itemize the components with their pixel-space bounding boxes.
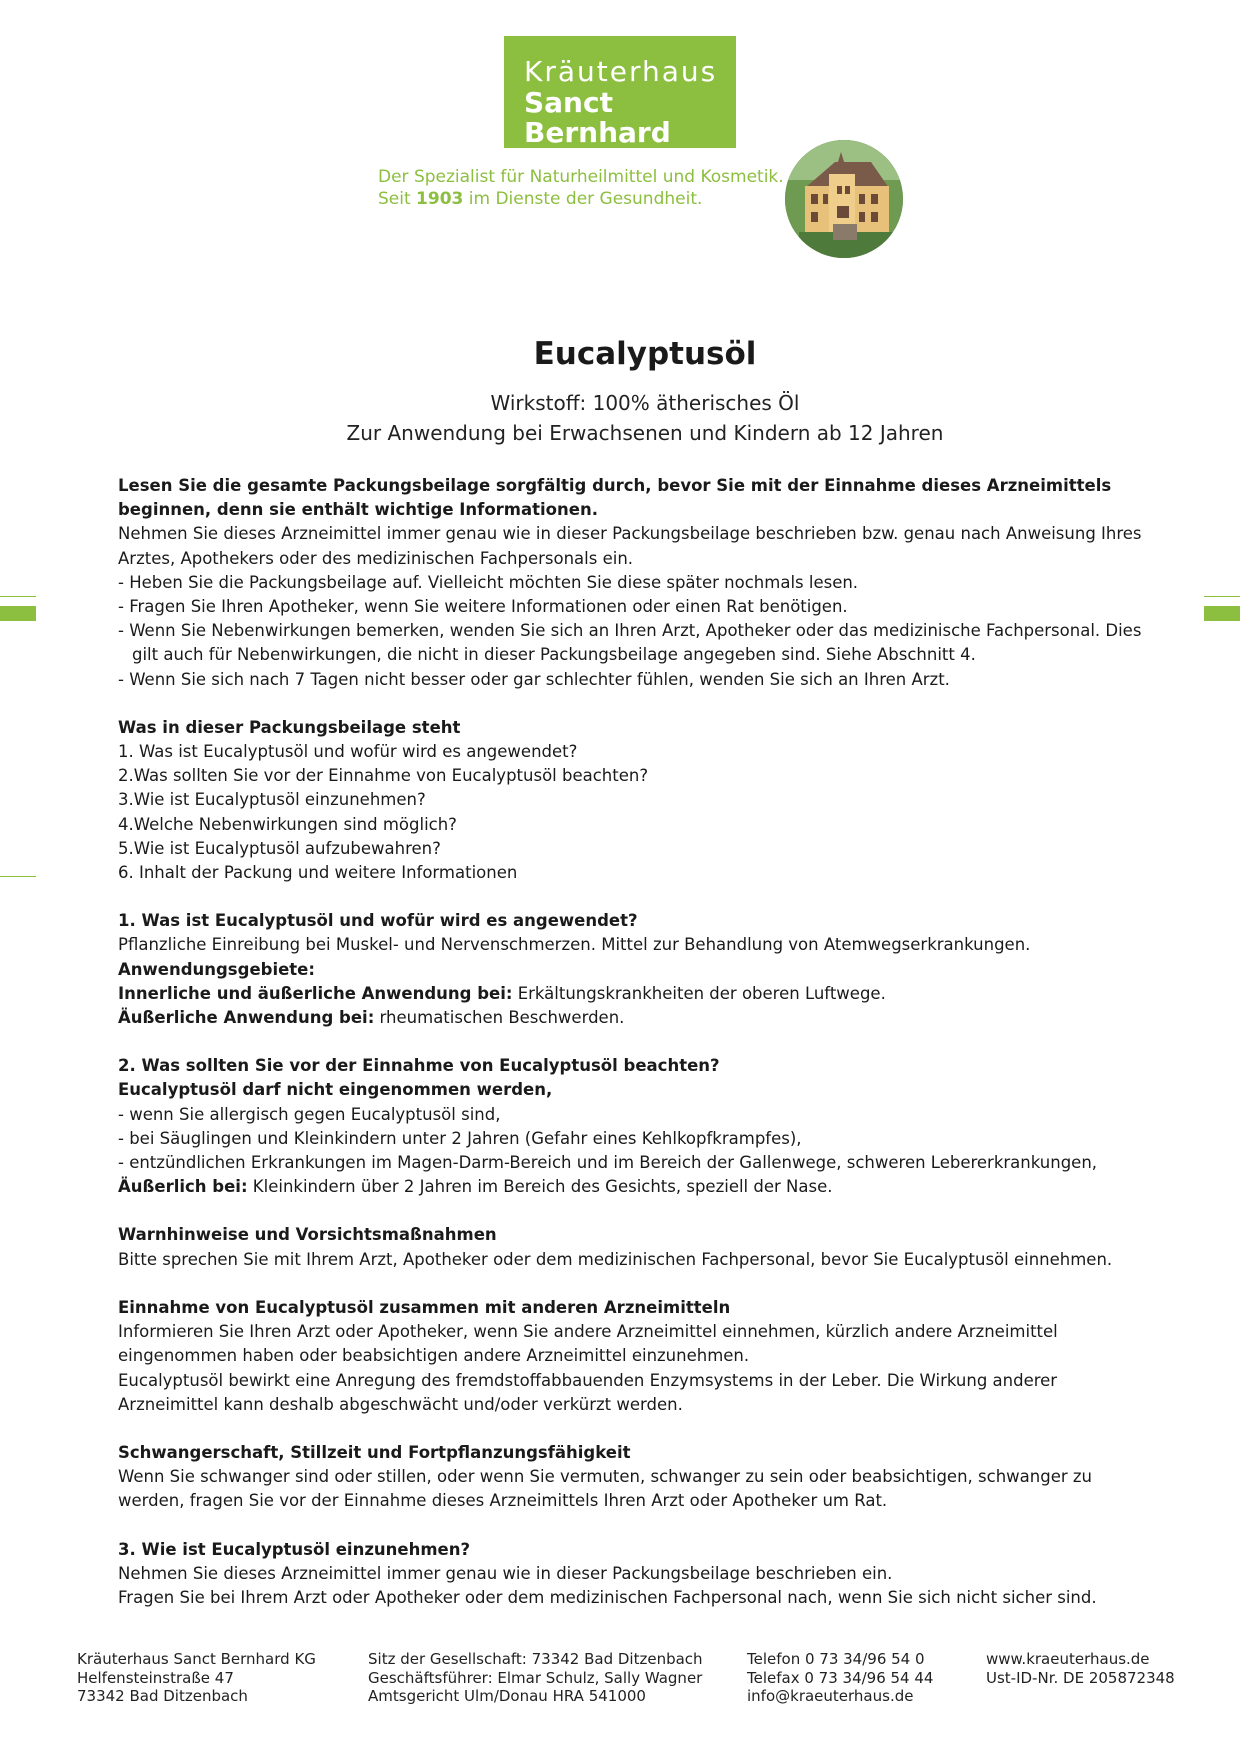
slogan-year: 1903	[416, 189, 464, 209]
intro-bold: Lesen Sie die gesamte Packungsbeilage sorgfältig durch, bevor Sie mit der Einnahme dieses Arzneimittels beginnen, denn sie enthält wichtige Informationen.	[118, 476, 1112, 520]
footer-line: Amtsgericht Ulm/Donau HRA 541000	[368, 1687, 646, 1705]
slogan-line1: Der Spezialist für Naturheilmittel und Kosmetik.	[378, 167, 784, 187]
interact-text: Informieren Sie Ihren Arzt oder Apotheker, wenn Sie andere Arzneimittel einnehmen, kürzlich andere Arzneimittel eingenommen haben oder beabsichtigen andere Arzneimittel einzunehmen.	[118, 1322, 1058, 1366]
external-text: Kleinkindern über 2 Jahren im Bereich des Gesichts, speziell der Nase.	[247, 1177, 833, 1197]
toc-item: 1. Was ist Eucalyptusöl und wofür wird es angewendet?	[118, 742, 578, 762]
section2-external	[118, 1175, 1158, 1199]
toc-item: 2.Was sollten Sie vor der Einnahme von Eucalyptusöl beachten?	[118, 766, 649, 786]
brand-name-line1: Kräuterhaus	[524, 55, 718, 88]
warn-heading: Warnhinweise und Vorsichtsmaßnahmen	[118, 1225, 497, 1245]
section3-heading: 3. Wie ist Eucalyptusöl einzunehmen?	[118, 1539, 471, 1559]
interact-text: Eucalyptusöl bewirkt eine Anregung des fremdstoffabbauenden Enzymsystems in der Leber. Die Wirkung anderer Arzneimittel kann deshalb abgeschwächt und/oder verkürzt werden.	[118, 1370, 1058, 1414]
section1-areas-heading: Anwendungsgebiete:	[118, 959, 315, 979]
section1-heading: 1. Was ist Eucalyptusöl und wofür wird es angewendet?	[118, 911, 638, 931]
section1-external	[118, 1006, 1158, 1030]
internal-label: Innerliche und äußerliche Anwendung bei:	[118, 983, 513, 1003]
footer-line: Sitz der Gesellschaft: 73342 Bad Ditzenbach	[368, 1650, 703, 1668]
side-marker-line	[1204, 596, 1240, 597]
document-title: Eucalyptusöl	[533, 336, 757, 372]
interact-heading: Einnahme von Eucalyptusöl zusammen mit anderen Arzneimitteln	[118, 1297, 731, 1317]
brand-name-line2: Sanct Bernhard	[524, 86, 671, 149]
side-marker-line	[0, 596, 36, 597]
document-subtitle-1: Wirkstoff: 100% ätherisches Öl	[490, 391, 800, 415]
external-text: rheumatischen Beschwerden.	[374, 1008, 625, 1028]
section2-contra-heading: Eucalyptusöl darf nicht eingenommen werden,	[118, 1080, 553, 1100]
intro-text: Nehmen Sie dieses Arzneimittel immer genau wie in dieser Packungsbeilage beschrieben bzw. genau nach Anweisung Ihres Arztes, Apothekers oder des medizinischen Fachpersonals ein.	[118, 524, 1142, 568]
leaflet-body	[118, 474, 1158, 1610]
intro-bullet: - Fragen Sie Ihren Apotheker, wenn Sie weitere Informationen oder einen Rat benötigen.	[118, 597, 848, 617]
toc-heading: Was in dieser Packungsbeilage steht	[118, 717, 461, 737]
footer-line: Helfensteinstraße 47	[77, 1668, 234, 1687]
slogan-pre: Seit	[378, 189, 417, 209]
side-marker-bar	[0, 606, 36, 621]
section1-internal	[118, 982, 1158, 1006]
toc-item: 3.Wie ist Eucalyptusöl einzunehmen?	[118, 790, 426, 810]
side-marker-bar	[1204, 606, 1240, 621]
contra-item: - entzündlichen Erkrankungen im Magen-Darm-Bereich und im Bereich der Gallenwege, schweren Lebererkrankungen,	[118, 1153, 1098, 1173]
brand-slogan	[378, 166, 784, 210]
building-photo	[785, 140, 903, 258]
document-subtitle-2: Zur Anwendung bei Erwachsenen und Kindern ab 12 Jahren	[346, 421, 944, 445]
contra-item: - bei Säuglingen und Kleinkindern unter 2 Jahren (Gefahr eines Kehlkopfkrampfes),	[118, 1128, 802, 1148]
slogan-post: im Dienste der Gesundheit.	[463, 189, 703, 209]
footer-line: Geschäftsführer: Elmar Schulz, Sally Wagner	[368, 1668, 703, 1687]
side-marker-line	[0, 876, 36, 877]
toc-item: 6. Inhalt der Packung und weitere Informationen	[118, 863, 518, 883]
section1-text: Pflanzliche Einreibung bei Muskel- und Nervenschmerzen. Mittel zur Behandlung von Atemwegserkrankungen.	[118, 935, 1031, 955]
footer-company	[77, 1650, 316, 1706]
toc-item: 5.Wie ist Eucalyptusöl aufzubewahren?	[118, 838, 441, 858]
contra-item: - wenn Sie allergisch gegen Eucalyptusöl sind,	[118, 1104, 501, 1124]
intro-bullet: - Heben Sie die Packungsbeilage auf. Vielleicht möchten Sie diese später nochmals lesen.	[118, 572, 859, 592]
footer-contact	[747, 1650, 933, 1706]
internal-text: Erkältungskrankheiten der oberen Luftwege.	[512, 983, 886, 1003]
footer-line: Kräuterhaus Sanct Bernhard KG	[77, 1650, 316, 1668]
external-label: Äußerlich bei:	[118, 1177, 248, 1197]
building-photo-image	[785, 140, 903, 258]
section2-heading: 2. Was sollten Sie vor der Einnahme von Eucalyptusöl beachten?	[118, 1056, 720, 1076]
section3-text: Nehmen Sie dieses Arzneimittel immer genau wie in dieser Packungsbeilage beschrieben ein.	[118, 1563, 893, 1583]
footer-legal	[368, 1650, 703, 1706]
warn-text: Bitte sprechen Sie mit Ihrem Arzt, Apotheker oder dem medizinischen Fachpersonal, bevor Sie Eucalyptusöl einnehmen.	[118, 1249, 1113, 1269]
footer-email-link[interactable]: info@kraeuterhaus.de	[747, 1687, 914, 1705]
footer-web	[986, 1650, 1175, 1687]
section3-text: Fragen Sie bei Ihrem Arzt oder Apotheker oder dem medizinischen Fachpersonal nach, wenn Sie sich nicht sicher sind.	[118, 1587, 1097, 1607]
intro-bullet: - Wenn Sie sich nach 7 Tagen nicht besser oder gar schlechter fühlen, wenden Sie sich an Ihren Arzt.	[118, 669, 950, 689]
toc-item: 4.Welche Nebenwirkungen sind möglich?	[118, 814, 457, 834]
footer-line: Ust-ID-Nr. DE 205872348	[986, 1668, 1175, 1687]
brand-logo	[504, 36, 736, 148]
pregnancy-text: Wenn Sie schwanger sind oder stillen, oder wenn Sie vermuten, schwanger zu sein oder beabsichtigen, schwanger zu werden, fragen Sie vor der Einnahme dieses Arzneimittels Ihren Arzt oder Apotheker um Rat.	[118, 1467, 1092, 1511]
slogan-line2	[378, 188, 784, 210]
footer-website-link[interactable]: www.kraeuterhaus.de	[986, 1650, 1150, 1668]
pregnancy-heading: Schwangerschaft, Stillzeit und Fortpflanzungsfähigkeit	[118, 1442, 631, 1462]
footer-line: Telefon 0 73 34/96 54 0	[747, 1650, 925, 1668]
footer-line: 73342 Bad Ditzenbach	[77, 1687, 248, 1705]
footer-line: Telefax 0 73 34/96 54 44	[747, 1668, 934, 1687]
intro-bullet: - Wenn Sie Nebenwirkungen bemerken, wenden Sie sich an Ihren Arzt, Apotheker oder das medizinische Fachpersonal. Dies gilt auch für Nebenwirkungen, die nicht in dieser Packungsbeilage angegeben sind. Siehe Abschnitt 4.	[118, 621, 1142, 665]
external-label: Äußerliche Anwendung bei:	[118, 1008, 375, 1028]
